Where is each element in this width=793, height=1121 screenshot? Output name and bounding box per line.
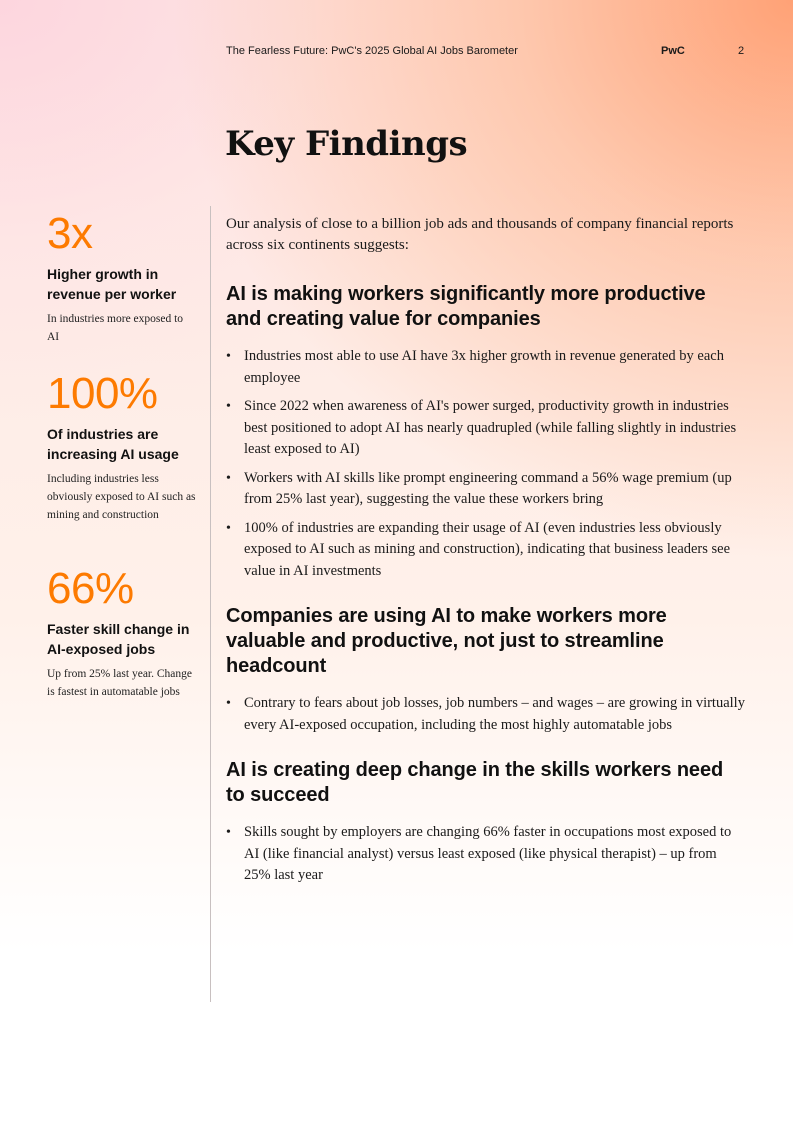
list-item — [226, 396, 746, 461]
stat-value: 66% — [47, 564, 134, 613]
bullet-icon: • — [226, 825, 231, 840]
bullet-icon: • — [226, 696, 231, 711]
list-item — [226, 693, 746, 736]
page-number: 2 — [738, 45, 745, 57]
stat-heading: Higher growth in revenue per worker — [47, 266, 177, 302]
bullet-text: Since 2022 when awareness of AI's power surged, productivity growth in industries best positioned to adopt AI has nearly quadrupled (while falling slightly in industries least exposed to AI) — [244, 398, 737, 457]
stat-skill-change — [47, 564, 197, 701]
bullet-list-workers-value — [226, 693, 746, 736]
column-divider — [210, 206, 211, 1002]
list-item — [226, 822, 746, 887]
list-item — [226, 468, 746, 511]
bullet-list-skills-change — [226, 822, 746, 887]
bullet-text: 100% of industries are expanding their usage of AI (even industries less obviously exposed to AI such as mining and construction), indicating that business leaders see value in AI investments — [244, 519, 731, 579]
stat-value: 3x — [47, 209, 93, 258]
page-header — [226, 45, 746, 61]
section-heading-skills-change: AI is creating deep change in the skills workers need to succeed — [226, 759, 724, 806]
list-item — [226, 518, 746, 583]
bullet-text: Industries most able to use AI have 3x higher growth in revenue generated by each employee — [244, 348, 724, 386]
bullet-icon: • — [226, 520, 231, 536]
section-heading-productivity: AI is making workers significantly more productive and creating value for companies — [226, 283, 706, 330]
stat-heading: Faster skill change in AI-exposed jobs — [47, 621, 190, 657]
section-heading-workers-value: Companies are using AI to make workers more valuable and productive, not just to streamline headcount — [226, 605, 667, 677]
stat-description: In industries more exposed to AI — [47, 313, 184, 343]
stat-value: 100% — [47, 369, 158, 418]
bullet-icon: • — [226, 349, 231, 364]
brand-name: PwC — [661, 45, 685, 57]
stat-heading: Of industries are increasing AI usage — [47, 426, 179, 462]
main-content — [226, 214, 746, 887]
bullet-text: Skills sought by employers are changing 66% faster in occupations most exposed to AI (like financial analyst) versus least exposed (like physical therapist) – up from 25% last year — [244, 824, 732, 883]
page-title: Key Findings — [225, 124, 468, 164]
list-item — [226, 346, 746, 389]
intro-paragraph: Our analysis of close to a billion job ads and thousands of company financial reports across six continents suggests: — [226, 216, 734, 253]
bullet-text: Contrary to fears about job losses, job numbers – and wages – are growing in virtually every AI-exposed occupation, including the most highly automatable jobs — [244, 695, 745, 733]
bullet-icon: • — [226, 399, 231, 414]
bullet-icon: • — [226, 470, 231, 486]
stat-revenue-growth — [47, 209, 197, 346]
document-title: The Fearless Future: PwC's 2025 Global AI Jobs Barometer — [226, 45, 518, 57]
stat-industries-ai-usage — [47, 369, 197, 524]
bullet-list-productivity — [226, 346, 746, 582]
stat-description: Up from 25% last year. Change is fastest in automatable jobs — [47, 668, 192, 698]
bullet-text: Workers with AI skills like prompt engineering command a 56% wage premium (up from 25% last year), suggesting the value these workers bring — [244, 469, 732, 507]
stat-description: Including industries less obviously exposed to AI such as mining and construction — [47, 473, 196, 521]
